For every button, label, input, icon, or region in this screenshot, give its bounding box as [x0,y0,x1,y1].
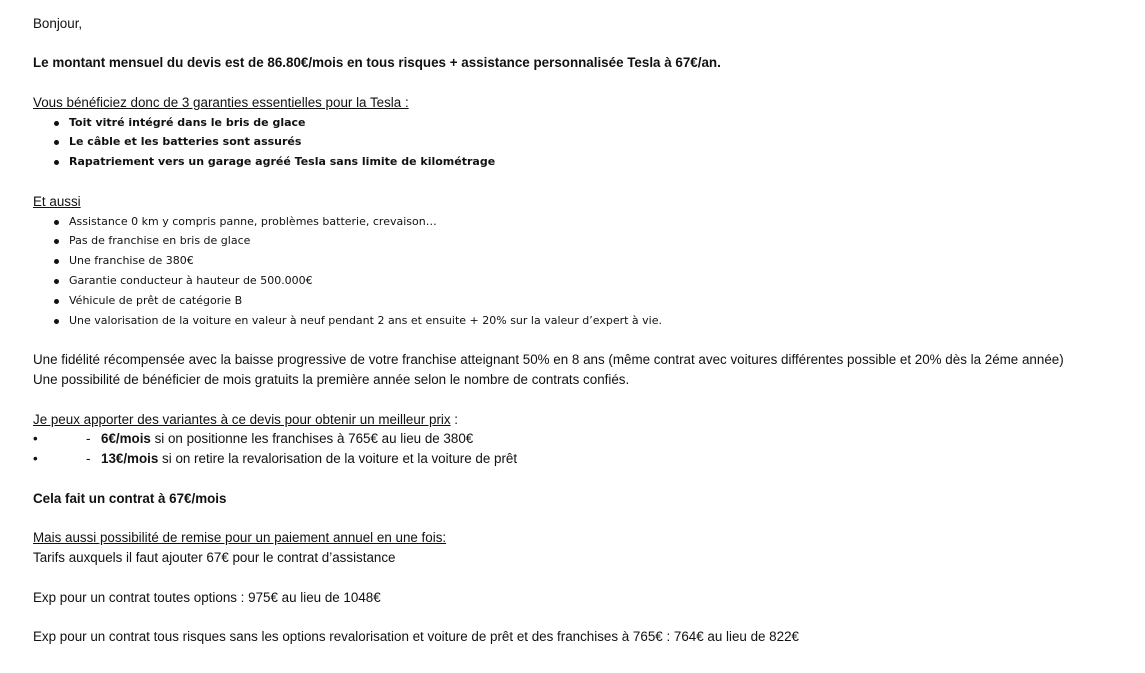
bullet-dot [54,160,59,165]
example-all-risks: Exp pour un contrat tous risques sans les options revalorisation et voiture de prêt et des franchises à 765€ : 764€ au lieu de 822€ [33,629,799,644]
bullet-dot [54,259,59,264]
annual-payment-subtitle: Tarifs auxquels il faut ajouter 67€ pour le contrat d’assistance [33,550,396,565]
variant-amount: 6€/mois [101,431,151,446]
additional-item: Une valorisation de la voiture en valeur à neuf pendant 2 ans et ensuite + 20% sur la valeur d’expert à vie. [69,314,662,327]
greeting: Bonjour, [33,16,83,31]
bullet-dot [54,279,59,284]
variant-dash: - [86,451,91,466]
variant-description: si on positionne les franchises à 765€ au lieu de 380€ [150,431,474,446]
additional-item: Pas de franchise en bris de glace [69,234,251,247]
free-months-line: Une possibilité de bénéficier de mois gratuits la première année selon le nombre de contrats confiés. [33,372,630,387]
additional-item: Une franchise de 380€ [69,254,194,267]
example-all-options: Exp pour un contrat toutes options : 975€ au lieu de 1048€ [33,590,381,605]
bullet-dot [54,220,59,225]
bullet-dot [54,319,59,324]
quote-headline: Le montant mensuel du devis est de 86.80€/mois en tous risques + assistance personnalisée Tesla à 67€/an. [33,55,721,70]
variants-title [33,412,458,428]
variants-title-suffix: : [450,412,459,427]
essential-guarantee-item: Toit vitré intégré dans le bris de glace [69,116,306,129]
additional-item: Garantie conducteur à hauteur de 500.000€ [69,274,313,287]
variant-description: si on retire la revalorisation de la voiture et la voiture de prêt [158,451,518,466]
additional-item: Véhicule de prêt de catégorie B [69,294,243,307]
variant-bullet: • [33,451,38,466]
additional-title: Et aussi [33,194,81,209]
essential-guarantee-item: Rapatriement vers un garage agréé Tesla sans limite de kilométrage [69,155,496,168]
variant-item [101,431,473,447]
variant-dash: - [86,431,91,446]
bullet-dot [54,299,59,304]
variant-item [101,451,517,467]
variant-amount: 13€/mois [101,451,159,466]
bullet-dot [54,121,59,126]
contract-total: Cela fait un contrat à 67€/mois [33,491,227,506]
variant-bullet: • [33,431,38,446]
essential-guarantee-item: Le câble et les batteries sont assurés [69,135,302,148]
bullet-dot [54,239,59,244]
variants-title-text: Je peux apporter des variantes à ce devis pour obtenir un meilleur prix [33,412,451,427]
annual-payment-title: Mais aussi possibilité de remise pour un paiement annuel en une fois: [33,530,447,545]
additional-item: Assistance 0 km y compris panne, problèmes batterie, crevaison… [69,215,437,228]
bullet-dot [54,140,59,145]
loyalty-line: Une fidélité récompensée avec la baisse progressive de votre franchise atteignant 50% en 8 ans (même contrat avec voitures différentes possible et 20% dès la 2éme année) [33,352,1064,367]
essential-guarantees-title: Vous bénéficiez donc de 3 garanties essentielles pour la Tesla : [33,95,409,110]
